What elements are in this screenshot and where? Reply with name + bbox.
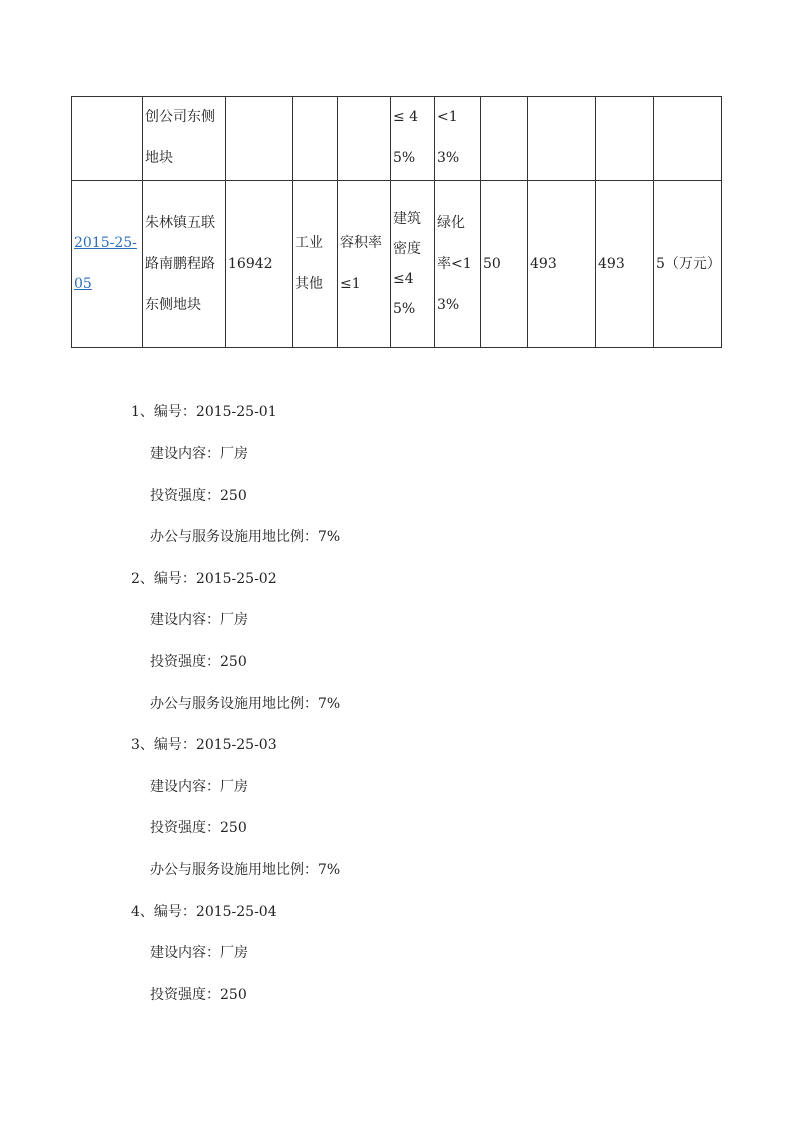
cell-value-2 — [596, 97, 654, 181]
cell-plot-ratio: 容积率≤1 — [338, 181, 391, 348]
table-row — [72, 181, 722, 348]
cell-use — [293, 97, 338, 181]
cell-area: 16942 — [226, 181, 293, 348]
item-content: 建设内容：厂房 — [150, 446, 248, 462]
land-parcel-table — [71, 96, 722, 348]
item-heading: 2、编号：2015-25-02 — [131, 571, 277, 587]
cell-id — [72, 97, 143, 181]
cell-years — [481, 97, 528, 181]
cell-use: 工业其他 — [293, 181, 338, 348]
cell-plot-ratio — [338, 97, 391, 181]
item-content: 建设内容：厂房 — [150, 779, 248, 795]
cell-green-rate: 绿化率<13% — [435, 181, 481, 348]
item-office-ratio: 办公与服务设施用地比例：7% — [150, 529, 341, 545]
item-investment: 投资强度：250 — [150, 820, 247, 836]
cell-parcel-name: 朱林镇五联路南鹏程路东侧地块 — [143, 181, 226, 348]
item-investment: 投资强度：250 — [150, 654, 247, 670]
item-content: 建设内容：厂房 — [150, 612, 248, 628]
cell-area — [226, 97, 293, 181]
table-row — [72, 97, 722, 181]
item-heading: 3、编号：2015-25-03 — [131, 737, 277, 753]
cell-value-2: 493 — [596, 181, 654, 348]
cell-years: 50 — [481, 181, 528, 348]
item-investment: 投资强度：250 — [150, 488, 247, 504]
cell-value-1: 493 — [528, 181, 596, 348]
cell-id[interactable] — [72, 181, 143, 348]
cell-deposit: 5（万元） — [654, 181, 722, 348]
item-office-ratio: 办公与服务设施用地比例：7% — [150, 696, 341, 712]
item-heading: 1、编号：2015-25-01 — [131, 404, 277, 420]
item-content: 建设内容：厂房 — [150, 945, 248, 961]
cell-value-1 — [528, 97, 596, 181]
parcel-id-link[interactable]: 2015-25-05 — [74, 235, 137, 292]
cell-building-density: 建筑密度≤45% — [391, 181, 435, 348]
item-investment: 投资强度：250 — [150, 987, 247, 1003]
cell-parcel-name: 创公司东侧地块 — [143, 97, 226, 181]
cell-green-rate: <13% — [435, 97, 481, 181]
cell-deposit — [654, 97, 722, 181]
item-office-ratio: 办公与服务设施用地比例：7% — [150, 862, 341, 878]
item-heading: 4、编号：2015-25-04 — [131, 904, 277, 920]
cell-building-density: ≤ 45% — [391, 97, 435, 181]
